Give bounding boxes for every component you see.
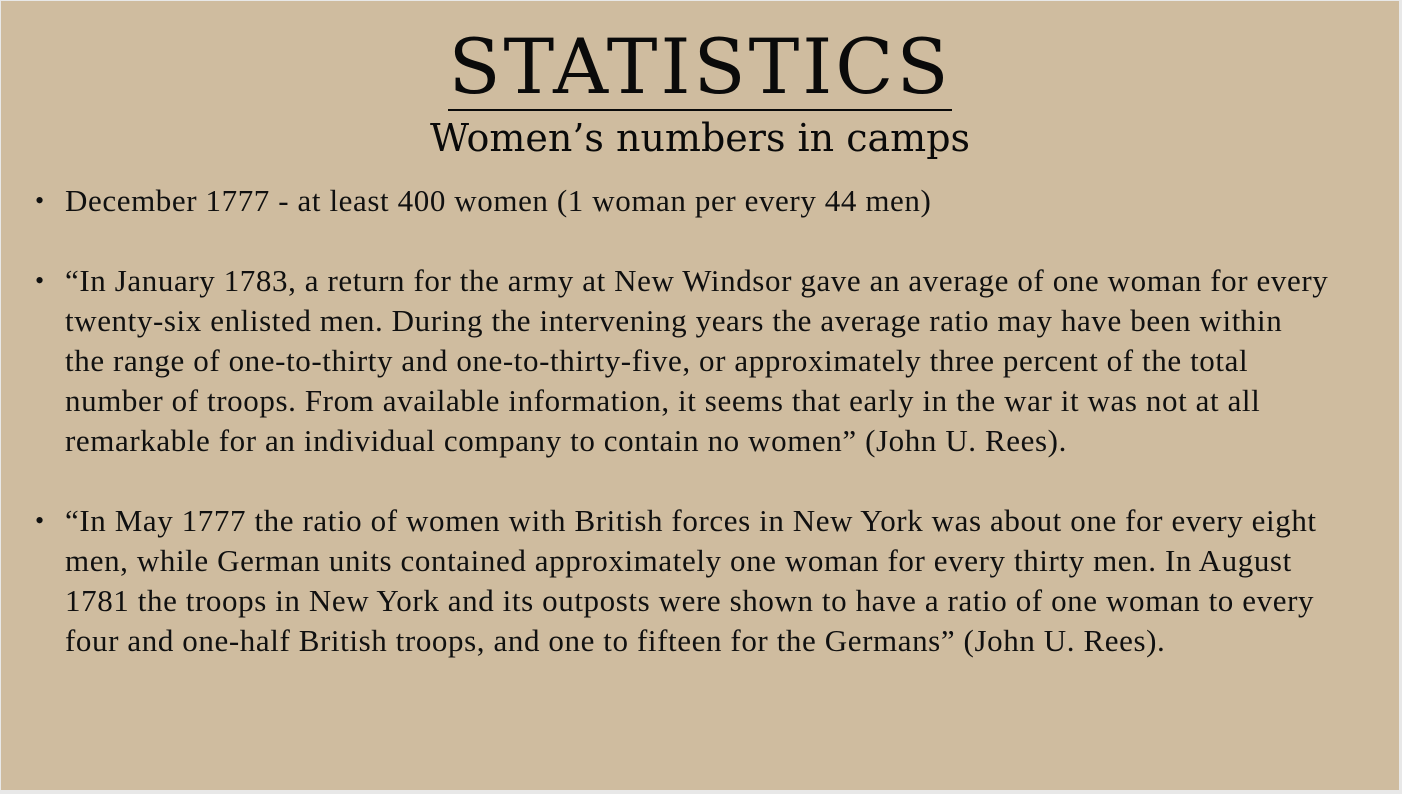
bullet-item: [29, 261, 1329, 461]
bullet-text: “In January 1783, a return for the army at New Windsor gave an average of one woman for every twenty-six enlisted men. During the intervening years the average ratio may have been within the range of one-to-thirty and one-to-thirty-five, or approximately three percent of the total number of troops. From available information, it seems that early in the war it was not at all remarkable for an individual company to contain no women” (John U. Rees).: [65, 263, 1329, 458]
bullet-text: December 1777 - at least 400 women (1 woman per every 44 men): [65, 183, 932, 218]
bullet-icon: •: [35, 266, 45, 295]
bullet-icon: •: [35, 506, 45, 535]
bullet-icon: •: [35, 186, 45, 215]
slide-subtitle: Women’s numbers in camps: [429, 116, 971, 160]
slide-title: [1, 23, 1399, 111]
slide: [1, 1, 1399, 790]
bullet-item: [29, 501, 1329, 661]
slide-title-text: STATISTICS: [448, 22, 952, 111]
bullet-text: “In May 1777 the ratio of women with British forces in New York was about one for every eight men, while German units contained approximately one woman for every thirty men. In August 1781 the troops in New York and its outposts were shown to have a ratio of one woman to every four and one-half British troops, and one to fifteen for the Germans” (John U. Rees).: [65, 503, 1317, 658]
bullet-list: [29, 181, 1329, 701]
bullet-item: [29, 181, 1329, 221]
